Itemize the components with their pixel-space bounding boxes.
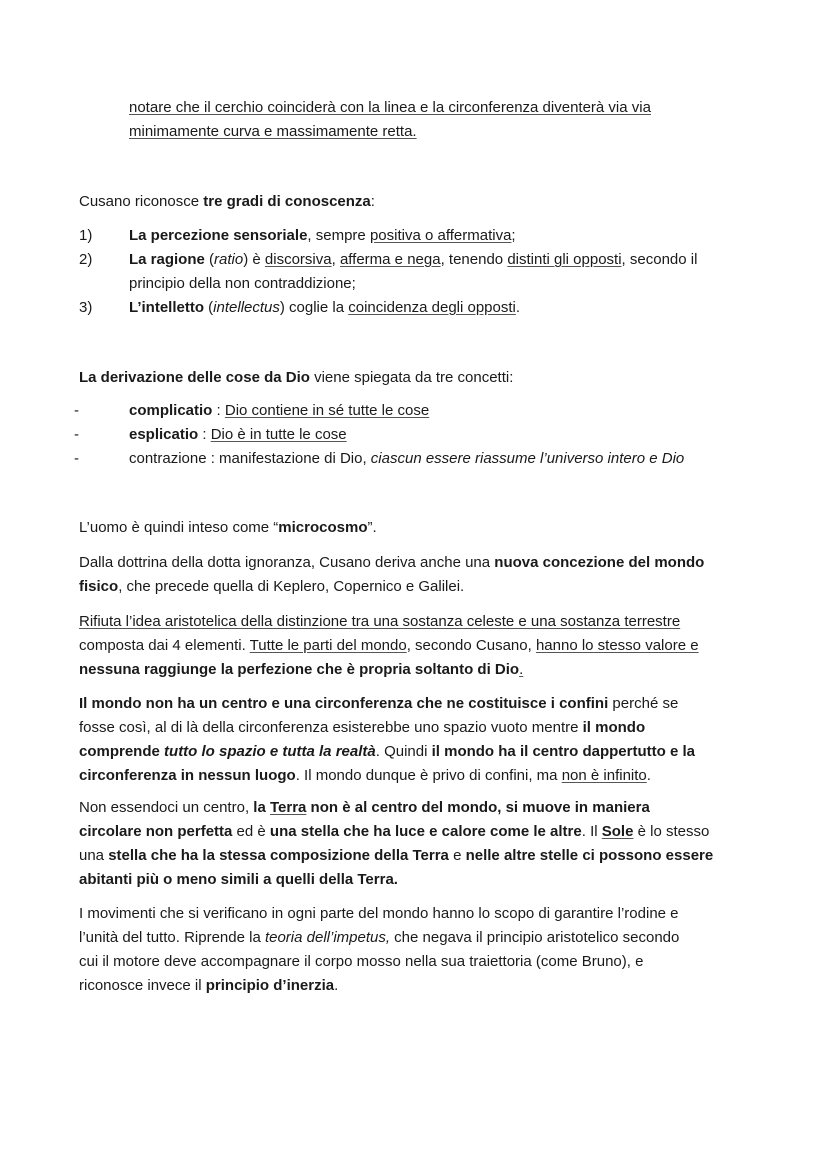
text-run: hanno lo stesso valore e bbox=[535, 637, 699, 654]
text-line bbox=[79, 820, 713, 844]
text-run: , tenendo bbox=[440, 251, 508, 268]
text-run: notare che il cerchio coinciderà con la linea e la circonferenza diventerà via via bbox=[129, 99, 651, 116]
earth-paragraph bbox=[79, 796, 713, 892]
text-run: . bbox=[646, 767, 651, 784]
text-run: , sempre bbox=[307, 227, 370, 244]
text-run: , che precede quella di Keplero, Copernico e Galilei. bbox=[118, 578, 465, 595]
text-run: Tutte le parti del mondo bbox=[249, 637, 407, 654]
text-run: Il mondo non ha un centro e una circonferenza che ne costituisce i confini bbox=[79, 695, 609, 712]
motion-paragraph bbox=[79, 902, 679, 998]
text-line bbox=[79, 658, 699, 682]
text-run: . bbox=[334, 977, 339, 994]
center-paragraph bbox=[79, 692, 695, 788]
continued-text bbox=[79, 96, 651, 144]
text-line bbox=[79, 551, 704, 575]
text-run: fosse così, al di là della circonferenza esisterebbe uno spazio vuoto mentre bbox=[79, 719, 583, 736]
text-run: e bbox=[448, 847, 466, 864]
text-line bbox=[79, 716, 695, 740]
text-run: . bbox=[515, 299, 521, 316]
list-marker: 1) bbox=[79, 227, 93, 244]
text-run: , secondo Cusano, bbox=[406, 637, 536, 654]
text-run: ) coglie la bbox=[279, 299, 349, 316]
text-run: è lo stesso bbox=[633, 823, 710, 840]
text-run: ed è bbox=[232, 823, 270, 840]
text-run: la bbox=[253, 799, 270, 816]
text-run: l’unità del tutto. Riprende la bbox=[79, 929, 265, 946]
text-run: , bbox=[331, 251, 340, 268]
text-line bbox=[79, 366, 513, 390]
text-run: Cusano riconosce bbox=[79, 193, 204, 210]
text-run: teoria dell’impetus, bbox=[264, 929, 391, 946]
text-line bbox=[79, 740, 695, 764]
list-marker: - bbox=[74, 450, 79, 467]
text-run: intellectus bbox=[213, 299, 280, 316]
text-run: che negava il principio aristotelico secondo bbox=[390, 929, 680, 946]
text-run: il mondo bbox=[582, 719, 646, 736]
list-marker: 3) bbox=[79, 299, 93, 316]
text-run: tutto lo spazio e tutta la realtà bbox=[164, 743, 376, 760]
list-item bbox=[79, 248, 698, 272]
text-line bbox=[129, 120, 651, 144]
text-run: positiva o affermativa bbox=[369, 227, 512, 244]
text-run: una stella che ha luce e calore come le altre bbox=[269, 823, 582, 840]
text-line bbox=[129, 272, 697, 296]
text-line bbox=[79, 844, 713, 868]
text-run: La percezione sensoriale bbox=[129, 227, 308, 244]
text-run: non è al centro del mondo, si muove in maniera bbox=[306, 799, 650, 816]
text-line bbox=[79, 796, 713, 820]
list-item bbox=[74, 399, 684, 423]
concepts-list bbox=[74, 399, 685, 471]
aristotle-paragraph bbox=[79, 610, 699, 682]
text-line bbox=[79, 974, 679, 998]
text-run: minimamente curva e massimamente retta. bbox=[129, 123, 417, 140]
text-run: comprende bbox=[79, 743, 165, 760]
text-run: : bbox=[370, 193, 375, 210]
list-marker: - bbox=[74, 402, 79, 419]
text-run: viene spiegata da tre concetti: bbox=[309, 369, 514, 386]
text-run: . Il bbox=[581, 823, 602, 840]
text-run: distinti gli opposti bbox=[507, 251, 622, 268]
text-run: . bbox=[519, 661, 524, 678]
list-item bbox=[74, 447, 685, 471]
text-run: ( bbox=[204, 299, 214, 316]
text-line bbox=[79, 516, 377, 540]
text-run: fisico bbox=[79, 578, 119, 595]
text-line bbox=[79, 610, 699, 634]
text-run: La derivazione delle cose da Dio bbox=[79, 369, 310, 386]
text-run: L’uomo è quindi inteso come “ bbox=[79, 519, 279, 536]
text-run: nuova concezione del mondo bbox=[494, 554, 705, 571]
text-run: . Quindi bbox=[375, 743, 432, 760]
text-run: stella che ha la stessa composizione della Terra bbox=[108, 847, 449, 864]
text-line bbox=[79, 902, 679, 926]
text-run: circonferenza in nessun luogo bbox=[79, 767, 296, 784]
text-run: : bbox=[198, 426, 211, 443]
text-run: contrazione : manifestazione di Dio, bbox=[129, 450, 371, 467]
text-run: Rifiuta l’idea aristotelica della distinzione tra una sostanza celeste e una sostanza terrestre bbox=[79, 613, 681, 630]
text-run: nessuna raggiunge la perfezione che è propria soltanto di Dio bbox=[79, 661, 520, 678]
text-line bbox=[79, 950, 679, 974]
list-marker: - bbox=[74, 426, 79, 443]
text-run: Non essendoci un centro, bbox=[79, 799, 254, 816]
doctrine-paragraph bbox=[79, 551, 704, 599]
list-item bbox=[79, 224, 697, 248]
list-marker: 2) bbox=[79, 251, 93, 268]
knowledge-list bbox=[79, 224, 697, 320]
text-line bbox=[79, 692, 695, 716]
text-run: ( bbox=[204, 251, 215, 268]
text-run: discorsiva bbox=[264, 251, 332, 268]
text-run: I movimenti che si verificano in ogni parte del mondo hanno lo scopo di garantire l’rodine e bbox=[79, 905, 679, 922]
text-run: abitanti più o meno simili a quelli della Terra. bbox=[79, 871, 398, 888]
text-run: La ragione bbox=[129, 251, 205, 268]
text-run: , secondo il bbox=[621, 251, 698, 268]
text-run: Dalla dottrina della dotta ignoranza, Cusano deriva anche una bbox=[79, 554, 495, 571]
list-item bbox=[74, 423, 684, 447]
text-run: ”. bbox=[367, 519, 377, 536]
text-run: riconosce invece il bbox=[79, 977, 206, 994]
text-line bbox=[79, 190, 375, 214]
text-run: principio della non contraddizione; bbox=[129, 275, 356, 292]
text-run: tre gradi di conoscenza bbox=[203, 193, 371, 210]
text-run: cui il motore deve accompagnare il corpo mosso nella sua traiettoria (come Bruno), e bbox=[79, 953, 644, 970]
text-run: ) è bbox=[243, 251, 265, 268]
text-line bbox=[129, 96, 651, 120]
text-run: una bbox=[79, 847, 109, 864]
text-run: esplicatio bbox=[129, 426, 199, 443]
text-line bbox=[79, 575, 704, 599]
text-line bbox=[79, 764, 695, 788]
text-run: Dio contiene in sé tutte le cose bbox=[224, 402, 430, 419]
text-line bbox=[79, 868, 713, 892]
text-run: microcosmo bbox=[278, 519, 368, 536]
text-line bbox=[79, 634, 699, 658]
text-run: Dio è in tutte le cose bbox=[210, 426, 347, 443]
text-run: afferma e nega bbox=[339, 251, 441, 268]
text-run: perché se bbox=[608, 695, 679, 712]
text-run: il mondo ha il centro dappertutto e la bbox=[431, 743, 695, 760]
knowledge-intro bbox=[79, 190, 375, 214]
list-item bbox=[79, 296, 697, 320]
text-run: Sole bbox=[601, 823, 634, 840]
text-run: ; bbox=[511, 227, 516, 244]
text-run: circolare non perfetta bbox=[79, 823, 233, 840]
derivation-intro bbox=[79, 366, 513, 390]
text-run: composta dai 4 elementi. bbox=[79, 637, 250, 654]
text-run: complicatio bbox=[129, 402, 213, 419]
text-run: ciascun essere riassume l’universo intero e Dio bbox=[370, 450, 685, 467]
text-run: principio d’inerzia bbox=[205, 977, 335, 994]
text-run: Terra bbox=[269, 799, 307, 816]
text-run: ratio bbox=[214, 251, 244, 268]
text-run: non è infinito bbox=[561, 767, 647, 784]
text-run: : bbox=[212, 402, 225, 419]
text-line bbox=[79, 926, 679, 950]
text-run: . Il mondo dunque è privo di confini, ma bbox=[295, 767, 562, 784]
text-run: L’intelletto bbox=[129, 299, 204, 316]
text-run: nelle altre stelle ci possono essere bbox=[465, 847, 714, 864]
microcosm-paragraph bbox=[79, 516, 377, 540]
text-run: coincidenza degli opposti bbox=[348, 299, 516, 316]
